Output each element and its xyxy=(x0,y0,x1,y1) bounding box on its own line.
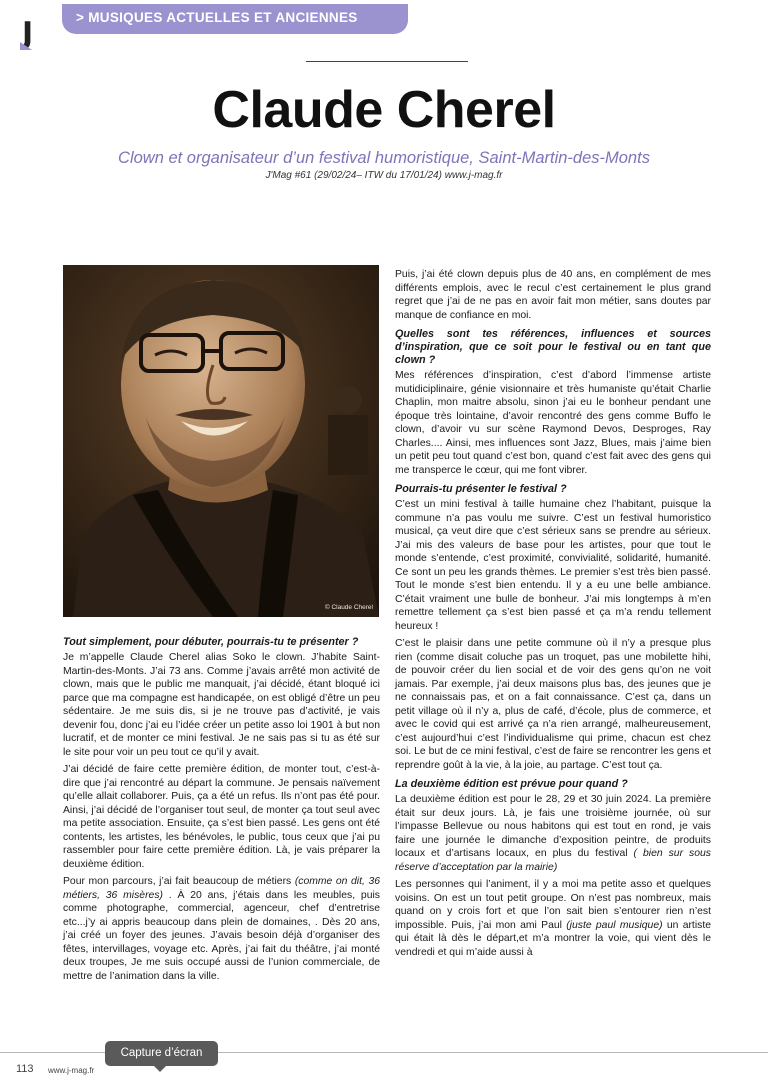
article-title: Claude Cherel xyxy=(212,81,556,139)
title-divider xyxy=(306,61,468,62)
text-run: . À 20 ans, j’étais dans les meubles, puis comme photographe, commercial, agenceur, chef d’entretrise etc...j’y ai appris beaucoup dans plein de domaines, . Dès 20 ans, j’ai créé un foyer des jeunes. J’avais besoin déjà d’organiser des fêtes, intervillages, voyage etc. Après, j’ai fait du théâtre, j’ai monté deux troupes, Je me suis occupé aussi de l’union commerciale, de mettre de l’animation dans la ville. xyxy=(63,889,380,982)
right-column xyxy=(395,268,711,963)
italic-aside: (juste paul musique) xyxy=(566,919,663,931)
text-run: Pour mon parcours, j’ai fait beaucoup de métiers xyxy=(63,876,295,887)
paragraph: Je m’appelle Claude Cherel alias Soko le clown. J’habite Saint-Martin-des-Monts. J’ai 73 ans. Comme j’avais arrêté mon activité de clown, mais que le public me manquait, j’ai décidé, étant bloqué ici parce que ma compagne est handicapée, on est obligé d’être un peu sédentaire. Je me suis dis, si je ne trouve pas d’activité, je vais devenir fou, donc j’ai eu l’idée créer un petite asso loi 1901 à but non lucratif, et de monter ce mini festival. Je ne sais pas si tu as été sur le site pour voir un peu tout ce qu’il y avait. xyxy=(63,652,380,758)
portrait-illustration xyxy=(63,265,379,617)
page-number: 113 xyxy=(16,1063,34,1075)
portrait-photo xyxy=(63,265,379,617)
paragraph: Puis, j’ai été clown depuis plus de 40 ans, en complément de mes différents emplois, avec le recul c’est certainement le plus grand regret que j’ai de ne pas en avoir fait mon métier, sans doutes par manque de confiance en moi. xyxy=(395,269,711,321)
section-label: > MUSIQUES ACTUELLES ET ANCIENNES xyxy=(76,10,358,25)
text-run: Les personnes qui l’animent, il y a moi ma petite asso et quelques voisins. On est un tout petit groupe. On n’est pas nombreux, mais quand on y crois fort et que l’on sait bien s’entourer rien n’est impossible. Puis, j’ai mon ami Paul xyxy=(395,879,711,931)
italic-aside: (comme on dit, 36 métiers, 36 misères) xyxy=(63,876,380,901)
left-column xyxy=(63,630,380,987)
photo-credit: © Claude Cherel xyxy=(324,604,373,611)
paragraph xyxy=(395,878,711,959)
text-run: La deuxième édition est pour le 28, 29 et 30 juin 2024. La première était sur deux jours. Là, je fais une troisième journée, où sur l’impasse Bellevue ou nous habitons qui est tout en rond, je vais faire une journée le dimanche d’exposition peintre, de produits locaux et d’artisans locaux, en plus du festival xyxy=(395,794,711,859)
question-heading: La deuxième édition est prévue pour quand ? xyxy=(395,778,628,790)
italic-aside: ( bien sur sous réserve d’acceptation par la mairie) xyxy=(395,848,711,873)
paragraph: J’ai décidé de faire cette première édition, de monter tout, c’est-à-dire que j’ai rencontré au départ la commune. Je pensais naïvement qu’elle allait collaborer. Puis, ça a été un refus. Ils n’ont pas été pour. Ainsi, j’ai décidé de l’organiser tout seul, de monter ça tout seul avec ma petite association. Ensuite, ça s’est bien passé. Les gens ont été contents, les artistes, les bénévoles, le public, tous ceux que j’ai pu rassembler pour faire cette première édition. Là, je vais préparer la deuxième édition. xyxy=(63,764,380,870)
paragraph: C’est le plaisir dans une petite commune où il n’y a presque plus rien (comme disait coluche pas un troquet, pas une mobilette hihi, de pouvoir créer du lien social et de voir des gens qu’on ne voit jamais. Par exemple, j’ai deux maisons plus bas, des jeunes que je ne connaissais pas, et on a fait connaissance. C’est ça, dans un petit village où il n’y a, plus de café, d’école, plus de commerce, et avec le covid qui est arrivé ça n’a rien arrangé, malheureusement, c’est aujourd’hui c’est l’individualisme qui prime, chacun est chez soi. Le but de ce mini festival, c’est de faire se rencontrer les gens et reprendre goût à la vie, à la joie, au partage. C’est tout ça. xyxy=(395,638,711,771)
paragraph xyxy=(63,875,380,983)
tooltip-arrow xyxy=(154,1066,166,1072)
article-credit: J'Mag #61 (29/02/24– ITW du 17/01/24) www.j-mag.fr xyxy=(265,170,503,181)
question-heading: Quelles sont tes références, influences et sources d’inspiration, que ce soit pour le festival ou en tant que clown ? xyxy=(395,328,711,366)
paragraph xyxy=(395,793,711,874)
footer-url: www.j-mag.fr xyxy=(48,1066,95,1075)
logo-accent xyxy=(20,42,32,50)
question-heading: Tout simplement, pour débuter, pourrais-tu te présenter ? xyxy=(63,636,359,648)
logo-letter: J xyxy=(22,16,34,51)
paragraph: C’est un mini festival à taille humaine chez l’habitant, puisque la commune n’a pas voulu me suivre. C’est un festival humoristico musical, ça veut dire que c’est sérieux sans se prendre au sérieux. J’ai mis des valeurs de base pour les artistes, pour que tout le monde s’entende, c’est proximité, convivialité, solidarité, humanité. Ce sont un peu les grands thèmes. Le premier s’est très bien passé. Tout le monde s’est bien entendu. Il y a eu une belle ambiance. C’était vraiment une bulle de bonheur. J’ai mis longtemps à m’en remettre tellement ça s’est bien passé et ça m’a rendu tellement heureux ! xyxy=(395,499,711,632)
section-banner xyxy=(62,4,408,34)
magazine-logo xyxy=(20,10,44,50)
paragraph: Mes références d’inspiration, c’est d’abord l’immense artiste mutidiciplinaire, génie visionnaire et très humaniste qu’était Charlie Chaplin, mon maitre absolu, sinon j’ai eu le bonheur pendant une époque très lointaine, d’avoir rencontré des gens comme Buffo le clown, d’avoir vu sur scène Raymond Devos, Desproges, Ray Charles.... Ainsi, mes influences sont Jazz, Blues, mais j’aime bien un petit peu tout quand c’est bon, quand c’est fait avec des gens qui me transperce le cœur, qui me font vibrer. xyxy=(395,370,711,476)
article-subtitle: Clown et organisateur d’un festival humoristique, Saint-Martin-des-Monts xyxy=(118,149,650,167)
screenshot-tooltip: Capture d’écran xyxy=(105,1041,218,1066)
text-run: un artiste qui était là dès le départ,et m’a montrer la voie, qui vient dès le vendredi et qui m’aide aussi à xyxy=(395,919,711,958)
question-heading: Pourrais-tu présenter le festival ? xyxy=(395,483,567,495)
